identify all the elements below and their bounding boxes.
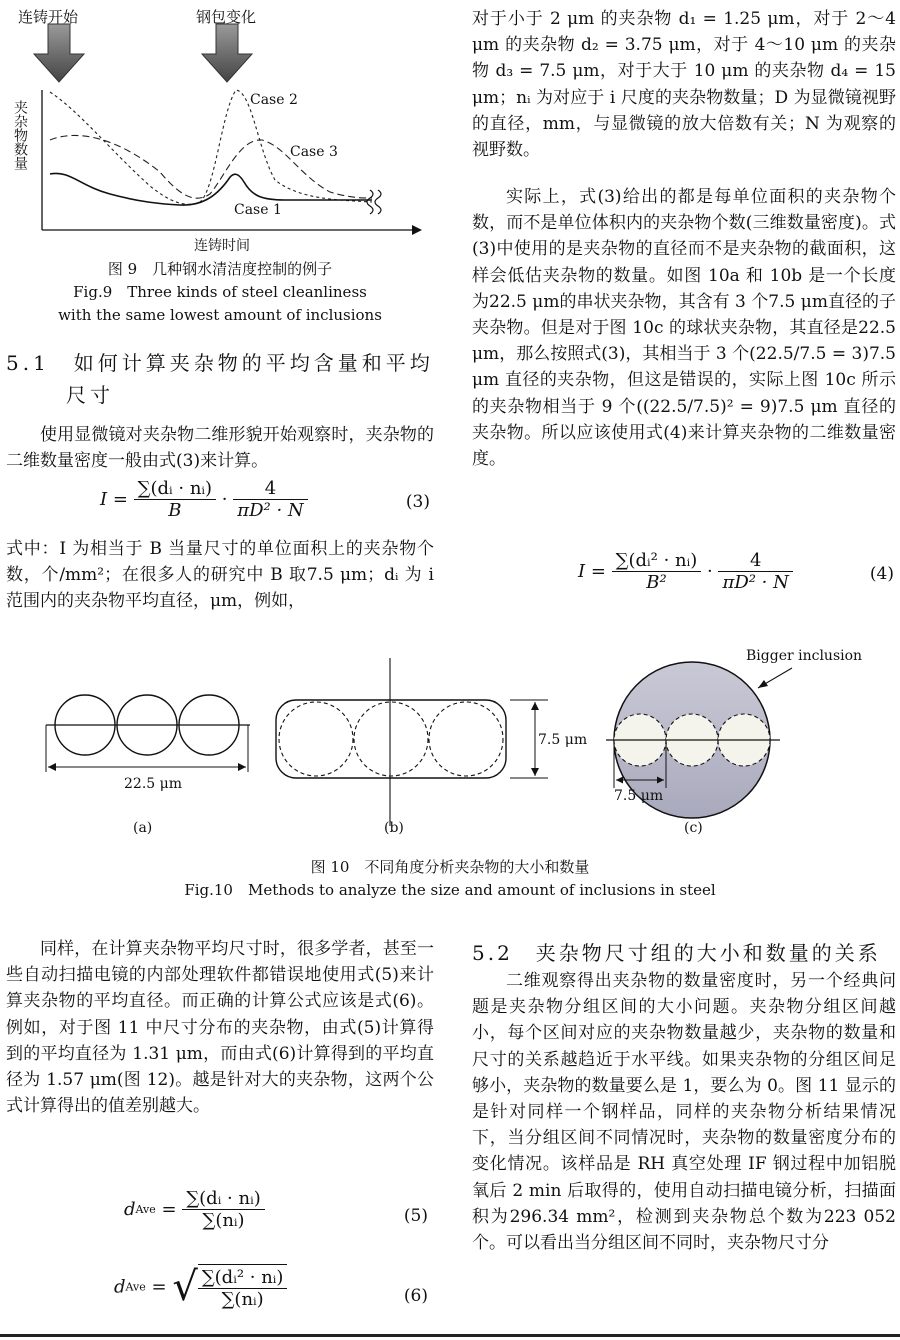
sqrt-sign: √: [172, 1264, 198, 1310]
equation-4: I = $\frac{\text{∑(dᵢ² · nᵢ)}}{\text{B²}}$ · $\frac{4}{\text{πD² · N}}$ (4): [578, 550, 894, 593]
page-bottom-rule: [0, 1334, 900, 1337]
section-5-1-paragraph-2: 式中：I 为相当于 B 当量尺寸的单位面积上的夹杂物个数，个/mm²；在很多人的研究中 B 取7.5 μm；dᵢ 为 i 范围内的夹杂物平均直径，μm，例如，: [6, 539, 434, 612]
eq6-fraction: [198, 1264, 288, 1310]
subfigure-a-label: (a): [133, 820, 153, 836]
section-5-1-paragraph-1: 使用显微镜对夹杂物二维形貌开始观察时，夹杂物的二维数量密度一般由式(3)来计算。: [6, 425, 434, 472]
y-axis-label: 夹杂物数量: [12, 100, 28, 170]
curve-case-1: [50, 173, 372, 205]
figure-10-caption-cn: 图 10 不同角度分析夹杂物的大小和数量: [310, 858, 590, 876]
section-5-1-title-line-1: 5.1 如何计算夹杂物的平均含量和平均: [6, 351, 434, 375]
figure-10-graphic: [0, 640, 900, 850]
eq3-numerator: ∑(dᵢ · nᵢ): [134, 478, 216, 500]
eq4-denominator: B²: [646, 572, 667, 593]
bottom-left-paragraph: 同样，在计算夹杂物平均尺寸时，很多学者，甚至一些自动扫描电镜的内部处理软件都错误地使用式(5)来计算夹杂物的平均直径。而正确的计算公式应该是式(6)。例如，对于图 11 中尺寸分布的夹杂物，由式(5)计算得到的平均直径为 1.31 μm，而由式(6)计算得到的平均直径为 1.57 μm(图 12)。越是针对大的夹杂物，这两个公式计算得出的值差别越大。: [6, 939, 434, 1117]
figure-9-caption-en-1: Fig.9 Three kinds of steel cleanliness: [73, 283, 367, 301]
eq5-subscript: Ave: [135, 1203, 156, 1216]
equation-5: dAve = $\frac{\text{∑(dᵢ · nᵢ)}}{\text{∑(nᵢ)}}$ (5): [124, 1188, 428, 1231]
eq6-subscript: Ave: [125, 1280, 146, 1294]
eq3-denominator: B: [168, 500, 182, 521]
figure-10b: [276, 658, 548, 826]
eq5-fraction: [182, 1188, 264, 1231]
figure-10-caption-en: Fig.10 Methods to analyze the size and amount of inclusions in steel: [184, 881, 716, 899]
eq4-numerator-2: 4: [718, 550, 792, 572]
eq3-numerator-2: 4: [233, 478, 307, 500]
arrow-start-casting: [34, 24, 84, 82]
eq6-numerator: ∑(dᵢ² · nᵢ): [198, 1267, 288, 1289]
figure-10: [0, 640, 900, 850]
eq4-numerator: ∑(dᵢ² · nᵢ): [612, 550, 702, 572]
figure-9-graphic: [0, 0, 440, 270]
equation-3: I = $\frac{\text{∑(dᵢ · nᵢ)}}{B}$ · $\frac{4}{\text{πD² · N}}$ (3): [100, 478, 430, 521]
eq4-number: (4): [869, 564, 894, 584]
section-5-2-title: 5.2 夹杂物尺寸组的大小和数量的关系: [472, 941, 881, 965]
dimension-label-b: 7.5 μm: [538, 732, 588, 748]
figure-9: [0, 0, 440, 270]
eq6-number: (6): [403, 1286, 428, 1306]
eq5-number: (5): [403, 1206, 428, 1226]
equation-6: dAve = √ $\frac{\text{∑(dᵢ² · nᵢ)}}{\text{∑(nᵢ)}}$ (6): [114, 1264, 428, 1310]
x-axis-label: 连铸时间: [194, 238, 250, 254]
eq4-denominator-2: πD² · N: [722, 572, 789, 593]
eq3-fraction-2: [233, 478, 307, 521]
eq5-denominator: ∑(nᵢ): [202, 1210, 245, 1231]
section-5-1-title-line-2: 尺寸: [66, 383, 114, 407]
subfigure-b-label: (b): [384, 820, 404, 836]
label-start-casting: 连铸开始: [18, 8, 79, 26]
figure-10a: [46, 695, 250, 772]
eq4-fraction-2: [718, 550, 792, 593]
label-ladle-change: 钢包变化: [196, 8, 257, 26]
case-1-label: Case 1: [234, 202, 282, 218]
section-5-2-paragraph: 二维观察得出夹杂物的数量密度时，另一个经典问题是夹杂物分组区间的大小问题。夹杂物分组区间越小，每个区间对应的夹杂物数量越少，夹杂物的数量和尺寸的关系越趋近于水平线。如果夹杂物的分组区间足够小，夹杂物的数量要么是 1，要么为 0。图 11 显示的是针对同样一个钢样品，同样的夹杂物分析结果情况下，当分组区间不同情况时，夹杂物的数量密度分布的变化情况。该样品是 RH 真空处理 IF 钢过程中加铝脱氧后 2 min 后取得的，使用自动扫描电镜分析，扫描面积为296.34 mm²，检测到夹杂物总个数为223 052 个。可以看出当分组区间不同时，夹杂物尺寸分: [472, 971, 896, 1254]
eq4-fraction-1: [612, 550, 702, 593]
figure-9-caption-cn: 图 9 几种钢水清洁度控制的例子: [107, 260, 333, 278]
dimension-label-a: 22.5 μm: [124, 776, 182, 792]
eq6-denominator: ∑(nᵢ): [221, 1289, 264, 1310]
subfigure-c-label: (c): [684, 820, 703, 836]
figure-9-caption-en-2: with the same lowest amount of inclusions: [58, 306, 382, 324]
eq5-lhs: d: [124, 1199, 136, 1220]
right-paragraph-1: 对于小于 2 μm 的夹杂物 d₁ = 1.25 μm，对于 2～4 μm 的夹杂物 d₂ = 3.75 μm，对于 4～10 μm 的夹杂物 d₃ = 7.5 μm，对于大于 10 μm 的夹杂物 d₄ = 15 μm；nᵢ 为对应于 i 尺度的夹杂物数量；D 为显微镜视野的直径，mm，与显微镜的放大倍数有关；N 为观察的视野数。: [472, 9, 896, 161]
case-3-label: Case 3: [290, 144, 338, 160]
right-paragraph-2: 实际上，式(3)给出的都是每单位面积的夹杂物个数，而不是单位体积内的夹杂物个数(三维数量密度)。式(3)中使用的是夹杂物的直径而不是夹杂物的截面积，这样会低估夹杂物的数量。如图 10a 和 10b 是一个长度为22.5 μm的串状夹杂物，其含有 3 个7.5 μm直径的子夹杂物。但是对于图 10c 的球状夹杂物，其直径是22.5 μm，那么按照式(3)，其相当于 3 个(22.5/7.5 = 3)7.5 μm 直径的夹杂物，但这是错误的，实际上图 10c 所示的夹杂物相当于 9 个((22.5/7.5)² = 9)7.5 μm 直径的夹杂物。所以应该使用式(4)来计算夹杂物的二维数量密度。: [472, 187, 896, 470]
eq5-numerator: ∑(dᵢ · nᵢ): [182, 1188, 264, 1210]
case-2-label: Case 2: [250, 92, 298, 108]
eq3-fraction-1: [134, 478, 216, 521]
eq3-denominator-2: πD² · N: [237, 500, 304, 521]
eq3-lhs: I =: [100, 489, 134, 510]
arrow-ladle-change: [202, 24, 252, 82]
eq3-number: (3): [405, 492, 430, 512]
dimension-label-c: 7.5 μm: [614, 788, 664, 804]
bigger-inclusion-label: Bigger inclusion: [746, 648, 863, 664]
eq6-lhs: d: [114, 1276, 126, 1298]
eq4-lhs: I =: [578, 561, 612, 582]
